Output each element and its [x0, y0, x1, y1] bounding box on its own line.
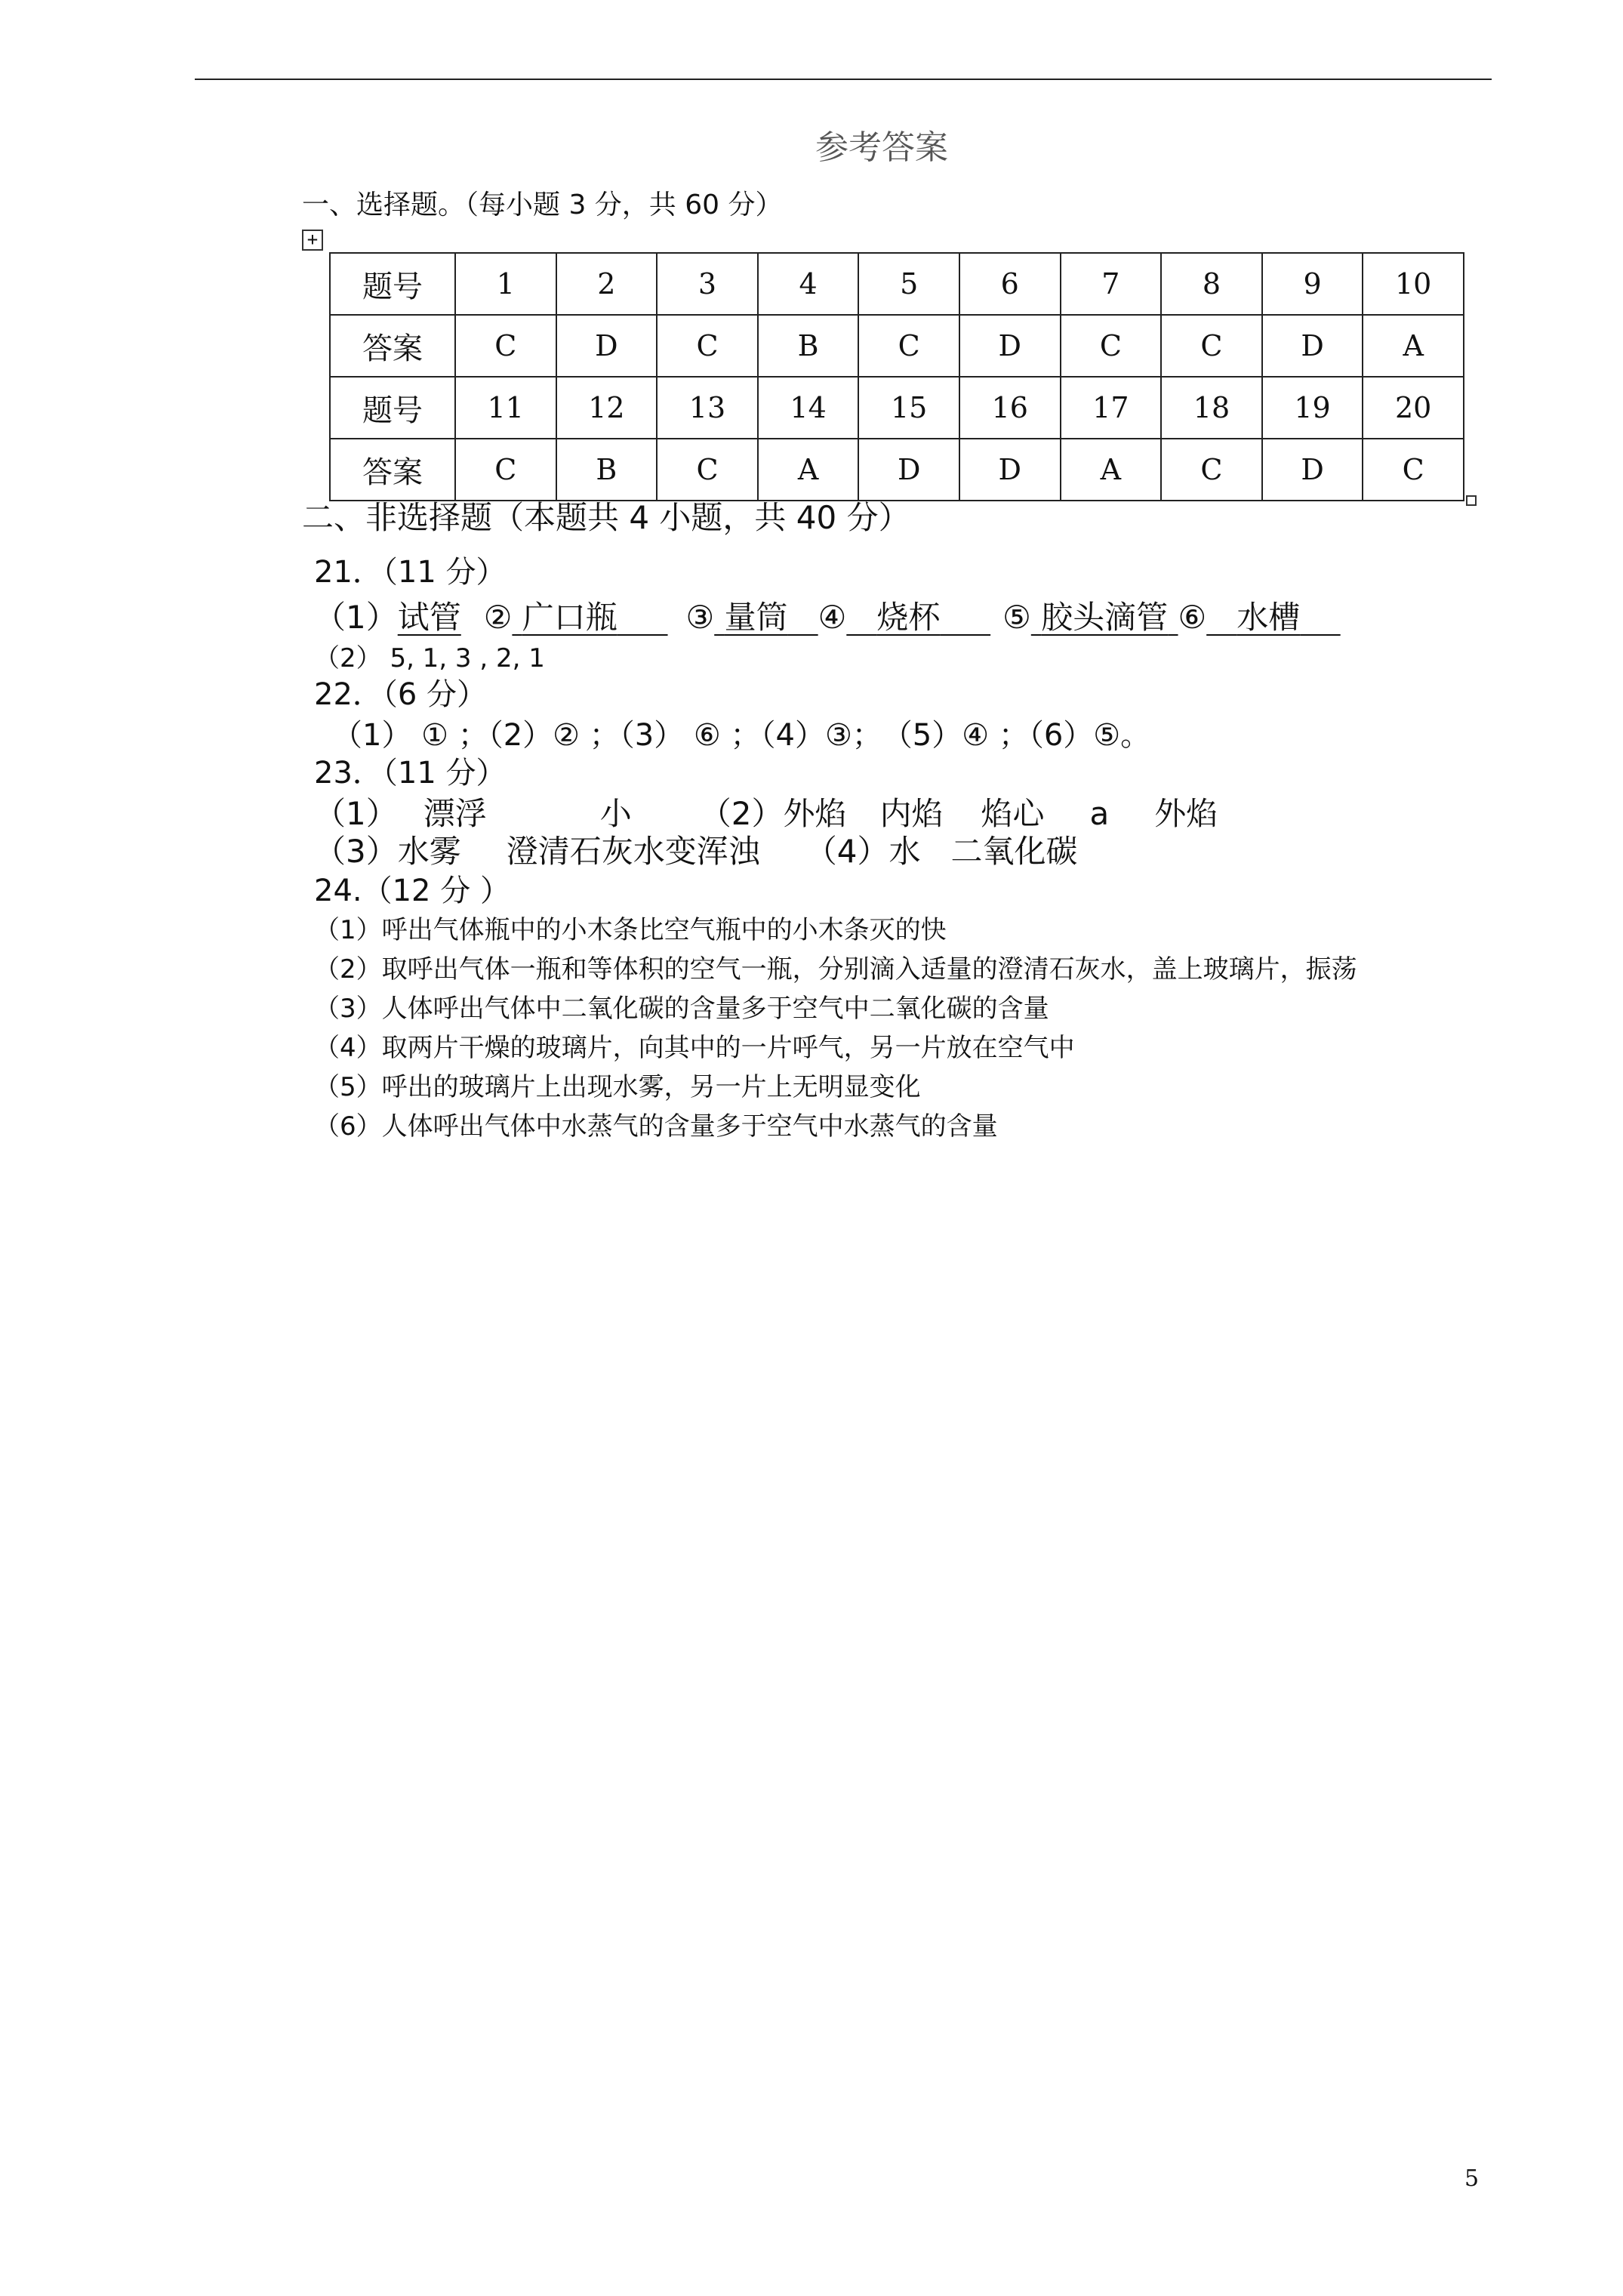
table-cell: 9 — [1262, 253, 1363, 315]
q23-title: 23．（11 分） — [314, 756, 507, 791]
q24-line: （6）人体呼出气体中水蒸气的含量多于空气中水蒸气的含量 — [314, 1111, 998, 1142]
table-cell: B — [556, 439, 658, 501]
table-cell: B — [758, 315, 859, 377]
table-cell: D — [959, 315, 1061, 377]
table-cell: 10 — [1363, 253, 1464, 315]
table-move-handle-icon[interactable]: + — [302, 230, 323, 251]
table-cell: 11 — [455, 377, 556, 439]
table-cell: 8 — [1161, 253, 1262, 315]
q24-line: （4）取两片干燥的玻璃片，向其中的一片呼气，另一片放在空气中 — [314, 1033, 1075, 1063]
section2-title: 二、非选择题（本题共 4 小题，共 40 分） — [302, 499, 910, 536]
q24-line: （5）呼出的玻璃片上出现水雾，另一片上无明显变化 — [314, 1072, 921, 1102]
q21-answer-1: 试管 — [397, 599, 461, 636]
q24-line: （1）呼出气体瓶中的小木条比空气瓶中的小木条灭的快 — [314, 915, 947, 945]
table-cell: C — [455, 439, 556, 501]
q21-answer-2: 广口瓶 — [522, 599, 617, 636]
table-cell: D — [959, 439, 1061, 501]
q23-line2: （3）水雾 澄清石灰水变浑浊 （4）水 二氧化碳 — [314, 833, 1078, 870]
q21-answer-6: 水槽 — [1236, 599, 1301, 636]
table-cell: C — [657, 439, 758, 501]
q24-line: （2）取呼出气体一瓶和等体积的空气一瓶，分别滴入适量的澄清石灰水，盖上玻璃片，振荡 — [314, 954, 1357, 985]
table-cell: C — [1161, 315, 1262, 377]
table-cell: 14 — [758, 377, 859, 439]
q21-answer-3: 量筒 — [724, 599, 788, 636]
q21-part2: （2） 5, 1, 3 , 2, 1 — [314, 643, 545, 673]
table-row — [330, 439, 1464, 501]
table-cell: A — [1363, 315, 1464, 377]
answer-table — [329, 252, 1464, 501]
table-cell: 4 — [758, 253, 859, 315]
table-resize-handle[interactable] — [1466, 495, 1477, 506]
page-number: 5 — [1464, 2165, 1480, 2192]
table-cell: 13 — [657, 377, 758, 439]
section1-title: 一、选择题。（每小题 3 分，共 60 分） — [302, 190, 783, 220]
table-row — [330, 315, 1464, 377]
table-cell: C — [1363, 439, 1464, 501]
q23-line1: （1） 漂浮 小 （2）外焰 内焰 焰心 a 外焰 — [314, 795, 1218, 832]
table-row — [330, 377, 1464, 439]
table-cell: 6 — [959, 253, 1061, 315]
q22-answer: （1） ① ；（2）② ；（3） ⑥ ；（4）③； （5）④ ；（6）⑤。 — [332, 718, 1151, 753]
table-cell: D — [556, 315, 658, 377]
q21-answer-5: 胶头滴管 — [1041, 599, 1169, 636]
table-cell: D — [1262, 439, 1363, 501]
q24-line: （3）人体呼出气体中二氧化碳的含量多于空气中二氧化碳的含量 — [314, 994, 1049, 1024]
row-label: 答案 — [330, 439, 455, 501]
table-cell: 7 — [1061, 253, 1162, 315]
table-cell: D — [1262, 315, 1363, 377]
q21-part1: （1）试管 ② 广口瓶 ③ 量筒 ④ 烧杯 ⑤ 胶头滴管 ⑥ 水槽 — [314, 599, 1341, 636]
q21-title: 21．（11 分） — [314, 555, 507, 590]
q21-answer-4: 烧杯 — [876, 599, 941, 636]
table-cell: 2 — [556, 253, 658, 315]
row-label: 题号 — [330, 253, 455, 315]
table-cell: C — [1061, 315, 1162, 377]
q24-title: 24.（12 分 ） — [314, 874, 510, 908]
table-cell: C — [1161, 439, 1262, 501]
table-cell: 12 — [556, 377, 658, 439]
table-cell: A — [758, 439, 859, 501]
table-cell: 18 — [1161, 377, 1262, 439]
row-label: 题号 — [330, 377, 455, 439]
q22-title: 22．（6 分） — [314, 677, 488, 712]
table-cell: D — [858, 439, 959, 501]
header-rule — [195, 79, 1492, 80]
table-cell: A — [1061, 439, 1162, 501]
table-row — [330, 253, 1464, 315]
table-cell: 19 — [1262, 377, 1363, 439]
table-cell: 1 — [455, 253, 556, 315]
table-cell: C — [858, 315, 959, 377]
table-cell: 16 — [959, 377, 1061, 439]
table-cell: 20 — [1363, 377, 1464, 439]
table-cell: 17 — [1061, 377, 1162, 439]
table-cell: 5 — [858, 253, 959, 315]
table-cell: C — [455, 315, 556, 377]
table-cell: 3 — [657, 253, 758, 315]
table-cell: C — [657, 315, 758, 377]
row-label: 答案 — [330, 315, 455, 377]
table-cell: 15 — [858, 377, 959, 439]
page-title: 参考答案 — [815, 128, 948, 167]
